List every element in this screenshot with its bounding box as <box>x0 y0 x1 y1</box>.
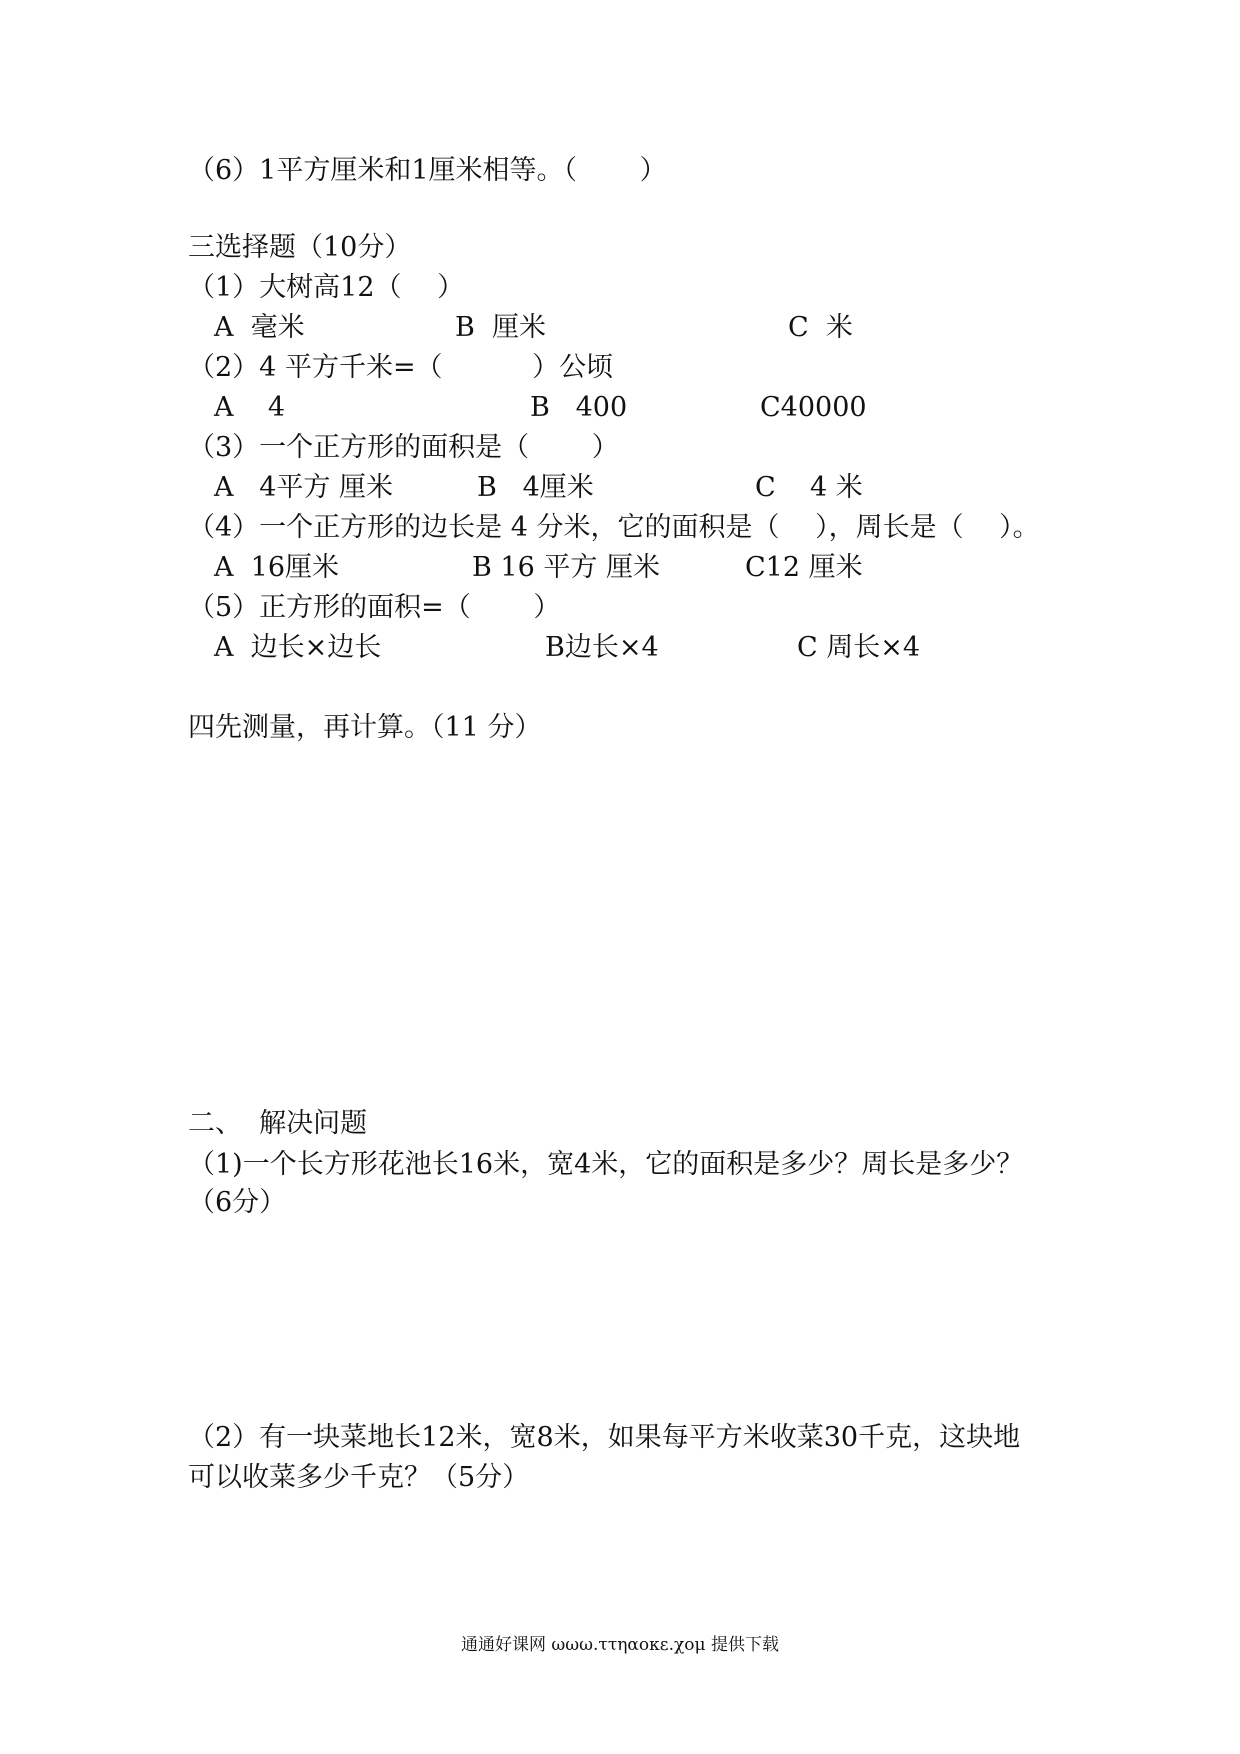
q3-option-a: A 4平方 厘米 <box>214 472 394 503</box>
section-4-title: 四先测量，再计算。（11 分） <box>188 712 542 743</box>
q5-option-b: B边长×4 <box>545 632 659 663</box>
q1-option-a: A 毫米 <box>214 312 305 343</box>
section-5-question-1-points: （6分） <box>188 1187 287 1218</box>
q5-option-c: C 周长×4 <box>797 632 921 663</box>
section-3-question-2: （2）4 平方千米=（ ）公顷 <box>188 352 614 383</box>
section-5-title: 二、 解决问题 <box>188 1108 368 1139</box>
q4-option-c: C12 厘米 <box>745 552 863 583</box>
q1-option-b: B 厘米 <box>455 312 547 343</box>
section-3-question-5: （5）正方形的面积=（ ） <box>188 592 561 623</box>
section-5-question-1: （1)一个长方形花池长16米，宽4米，它的面积是多少？周长是多少？ <box>188 1149 1024 1180</box>
download-source-footer: 通通好课网 ωωω.ττηαοκε.χομ 提供下载 <box>461 1635 779 1655</box>
section-3-question-3: （3）一个正方形的面积是（ ） <box>188 432 619 463</box>
q2-option-a: A 4 <box>214 392 286 423</box>
section-3-title: 三选择题（10分） <box>188 232 412 263</box>
q2-option-b: B 400 <box>530 392 628 423</box>
q3-option-c: C 4 米 <box>755 472 863 503</box>
question-6-true-false: （6）1平方厘米和1厘米相等。（ ） <box>188 155 667 186</box>
section-5-question-2: （2）有一块菜地长12米，宽8米，如果每平方米收菜30千克，这块地 <box>188 1422 1021 1453</box>
q2-option-c: C40000 <box>760 392 867 423</box>
q1-option-c: C 米 <box>788 312 853 343</box>
section-3-question-4: （4）一个正方形的边长是 4 分米，它的面积是（ ），周长是（ ）。 <box>188 512 1040 543</box>
section-3-question-1: （1）大树高12（ ） <box>188 272 465 303</box>
q4-option-a: A 16厘米 <box>214 552 340 583</box>
q5-option-a: A 边长×边长 <box>214 632 382 663</box>
q4-option-b: B 16 平方 厘米 <box>472 552 660 583</box>
section-5-question-2-continued: 可以收菜多少千克？（5分） <box>188 1462 530 1493</box>
q3-option-b: B 4厘米 <box>477 472 594 503</box>
